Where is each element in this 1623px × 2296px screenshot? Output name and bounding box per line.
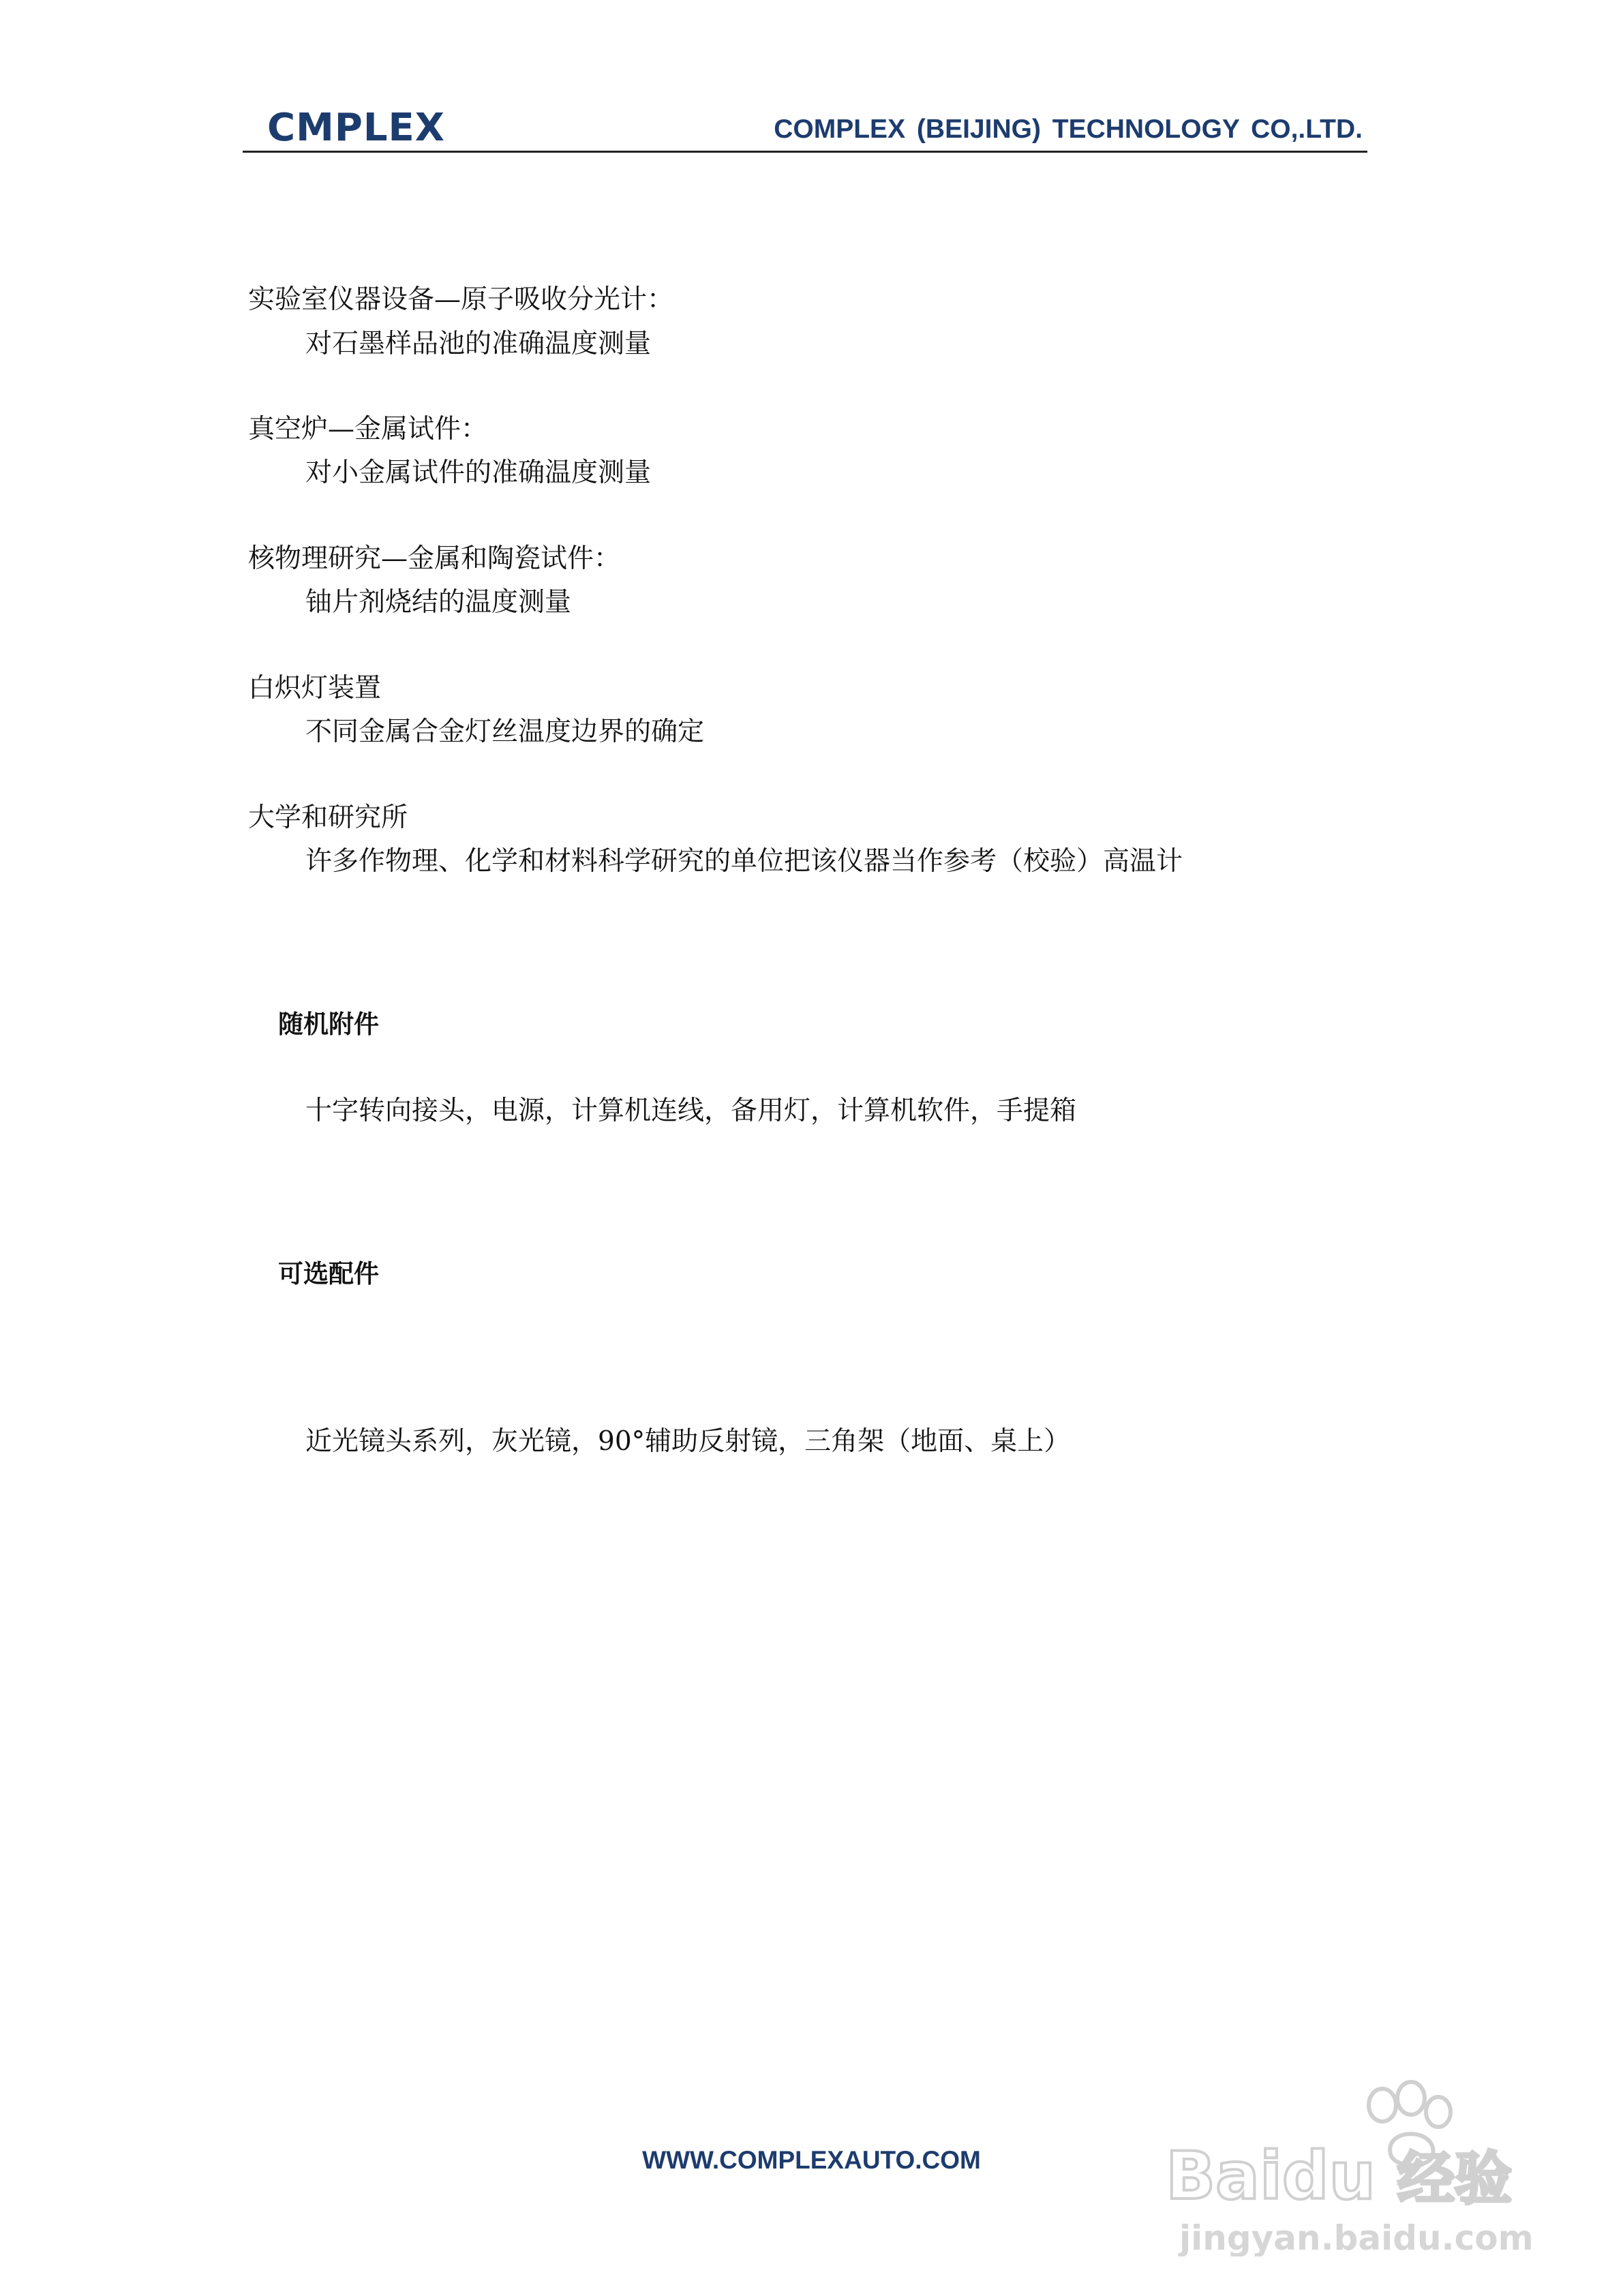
company-name: COMPLEX (BEIJING) TECHNOLOGY CO,.LTD. (774, 115, 1363, 144)
application-detail: 铀片剂烧结的温度测量 (305, 587, 572, 618)
company-logo: CMPLEX (267, 106, 445, 150)
watermark-url: jingyan.baidu.com (1179, 2218, 1534, 2256)
application-detail: 不同金属合金灯丝温度边界的确定 (305, 716, 705, 747)
watermark-brand: Baidu (1166, 2138, 1376, 2214)
optional-accessories-heading: 可选配件 (278, 1259, 379, 1288)
application-detail: 许多作物理、化学和材料科学研究的单位把该仪器当作参考（校验）高温计 (305, 846, 1183, 877)
header-divider (243, 151, 1367, 153)
application-detail: 对石墨样品池的准确温度测量 (305, 329, 652, 359)
footer-website: WWW.COMPLEXAUTO.COM (642, 2146, 981, 2174)
standard-accessories-list: 十字转向接头，电源，计算机连线，备用灯，计算机软件，手提箱 (305, 1096, 1077, 1126)
application-heading: 大学和研究所 (248, 802, 408, 833)
application-heading: 真空炉—金属试件： (248, 414, 488, 444)
paw-icon (1166, 2079, 1547, 2256)
application-heading: 实验室仪器设备—原子吸收分光计： (248, 284, 674, 315)
application-detail: 对小金属试件的准确温度测量 (305, 457, 652, 488)
application-heading: 核物理研究—金属和陶瓷试件： (248, 543, 621, 574)
watermark-product: 经验 (1397, 2145, 1513, 2212)
standard-accessories-heading: 随机附件 (278, 1010, 379, 1039)
baidu-jingyan-watermark (1166, 2079, 1547, 2256)
optional-accessories-list: 近光镜头系列，灰光镜，90°辅助反射镜，三角架（地面、桌上） (305, 1426, 1071, 1457)
application-heading: 白炽灯装置 (248, 673, 382, 704)
